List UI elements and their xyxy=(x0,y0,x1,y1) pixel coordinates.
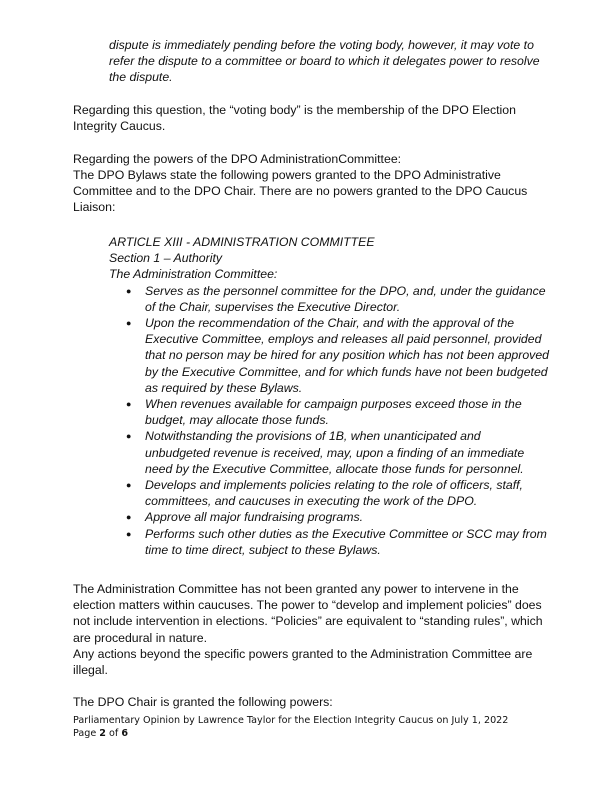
paragraph-voting-body: Regarding this question, the “voting body” is the membership of the DPO Election Integrity Caucus. xyxy=(73,103,516,134)
list-item: ● When revenues available for campaign purposes exceed those in the budget, may allocate those funds. xyxy=(126,397,522,428)
paragraph-illegal: Any actions beyond the specific powers granted to the Administration Committee are illegal. xyxy=(73,647,533,678)
bullet-icon: ● xyxy=(126,528,132,539)
powers-list xyxy=(109,283,549,558)
list-item: ● Approve all major fundraising programs. xyxy=(126,510,364,525)
bullet-icon: ● xyxy=(126,512,132,523)
list-item: ● Notwithstanding the provisions of 1B, when unanticipated and unbudgeted revenue is received, may, upon a finding of an immediate need by the Executive Committee, allocate those funds for personnel. xyxy=(126,429,525,476)
continued-quote: dispute is immediately pending before the voting body, however, it may vote to refer the dispute to a committee or board to which it delegates power to resolve the dispute. xyxy=(109,38,540,85)
bullet-icon: ● xyxy=(126,480,132,491)
bullet-icon: ● xyxy=(126,399,132,410)
paragraph-powers-heading: Regarding the powers of the DPO AdministrationCommittee: xyxy=(73,152,402,166)
bullet-icon: ● xyxy=(126,285,132,296)
article-xiii-block xyxy=(109,234,549,558)
paragraph-chair: The DPO Chair is granted the following powers: xyxy=(73,695,333,709)
article-intro: The Administration Committee: xyxy=(109,267,278,282)
article-title: ARTICLE XIII - ADMINISTRATION COMMITTEE xyxy=(109,235,375,249)
page-total: 6 xyxy=(121,728,129,739)
list-item: ● Develops and implements policies relating to the role of officers, staff, committees, and caucuses in executing the work of the DPO. xyxy=(126,478,523,509)
paragraph-bylaws: The DPO Bylaws state the following powers granted to the DPO Administrative Committee and to the DPO Chair. There are no powers granted to the DPO Caucus Liaison: xyxy=(73,168,528,215)
list-item: ● Upon the recommendation of the Chair, and with the approval of the Executive Committee, employs and releases all paid personnel, provided that no person may be hired for any position which has not been approved by the Executive Committee, and for which funds have not been budgeted as required by these Bylaws. xyxy=(126,316,550,395)
list-item: ● Serves as the personnel committee for the DPO, and, under the guidance of the Chair, supervises the Executive Director. xyxy=(126,283,546,314)
list-item: ● Performs such other duties as the Executive Committee or SCC may from time to time direct, subject to these Bylaws. xyxy=(126,526,547,557)
page-number: Page 2 of 6 xyxy=(73,728,129,739)
page-footer xyxy=(73,714,508,740)
bullet-icon: ● xyxy=(126,431,132,442)
footer-attribution: Parliamentary Opinion by Lawrence Taylor for the Election Integrity Caucus on July 1, 2022 xyxy=(73,715,509,726)
page-current: 2 xyxy=(99,728,106,739)
paragraph-no-power: The Administration Committee has not been granted any power to intervene in the election matters within caucuses. The power to “develop and implement policies” does not include intervention in elections. “Policies” are equivalent to “standing rules”, which are procedural in nature. xyxy=(73,582,543,645)
article-section: Section 1 – Authority xyxy=(109,251,223,266)
bullet-icon: ● xyxy=(126,318,132,329)
